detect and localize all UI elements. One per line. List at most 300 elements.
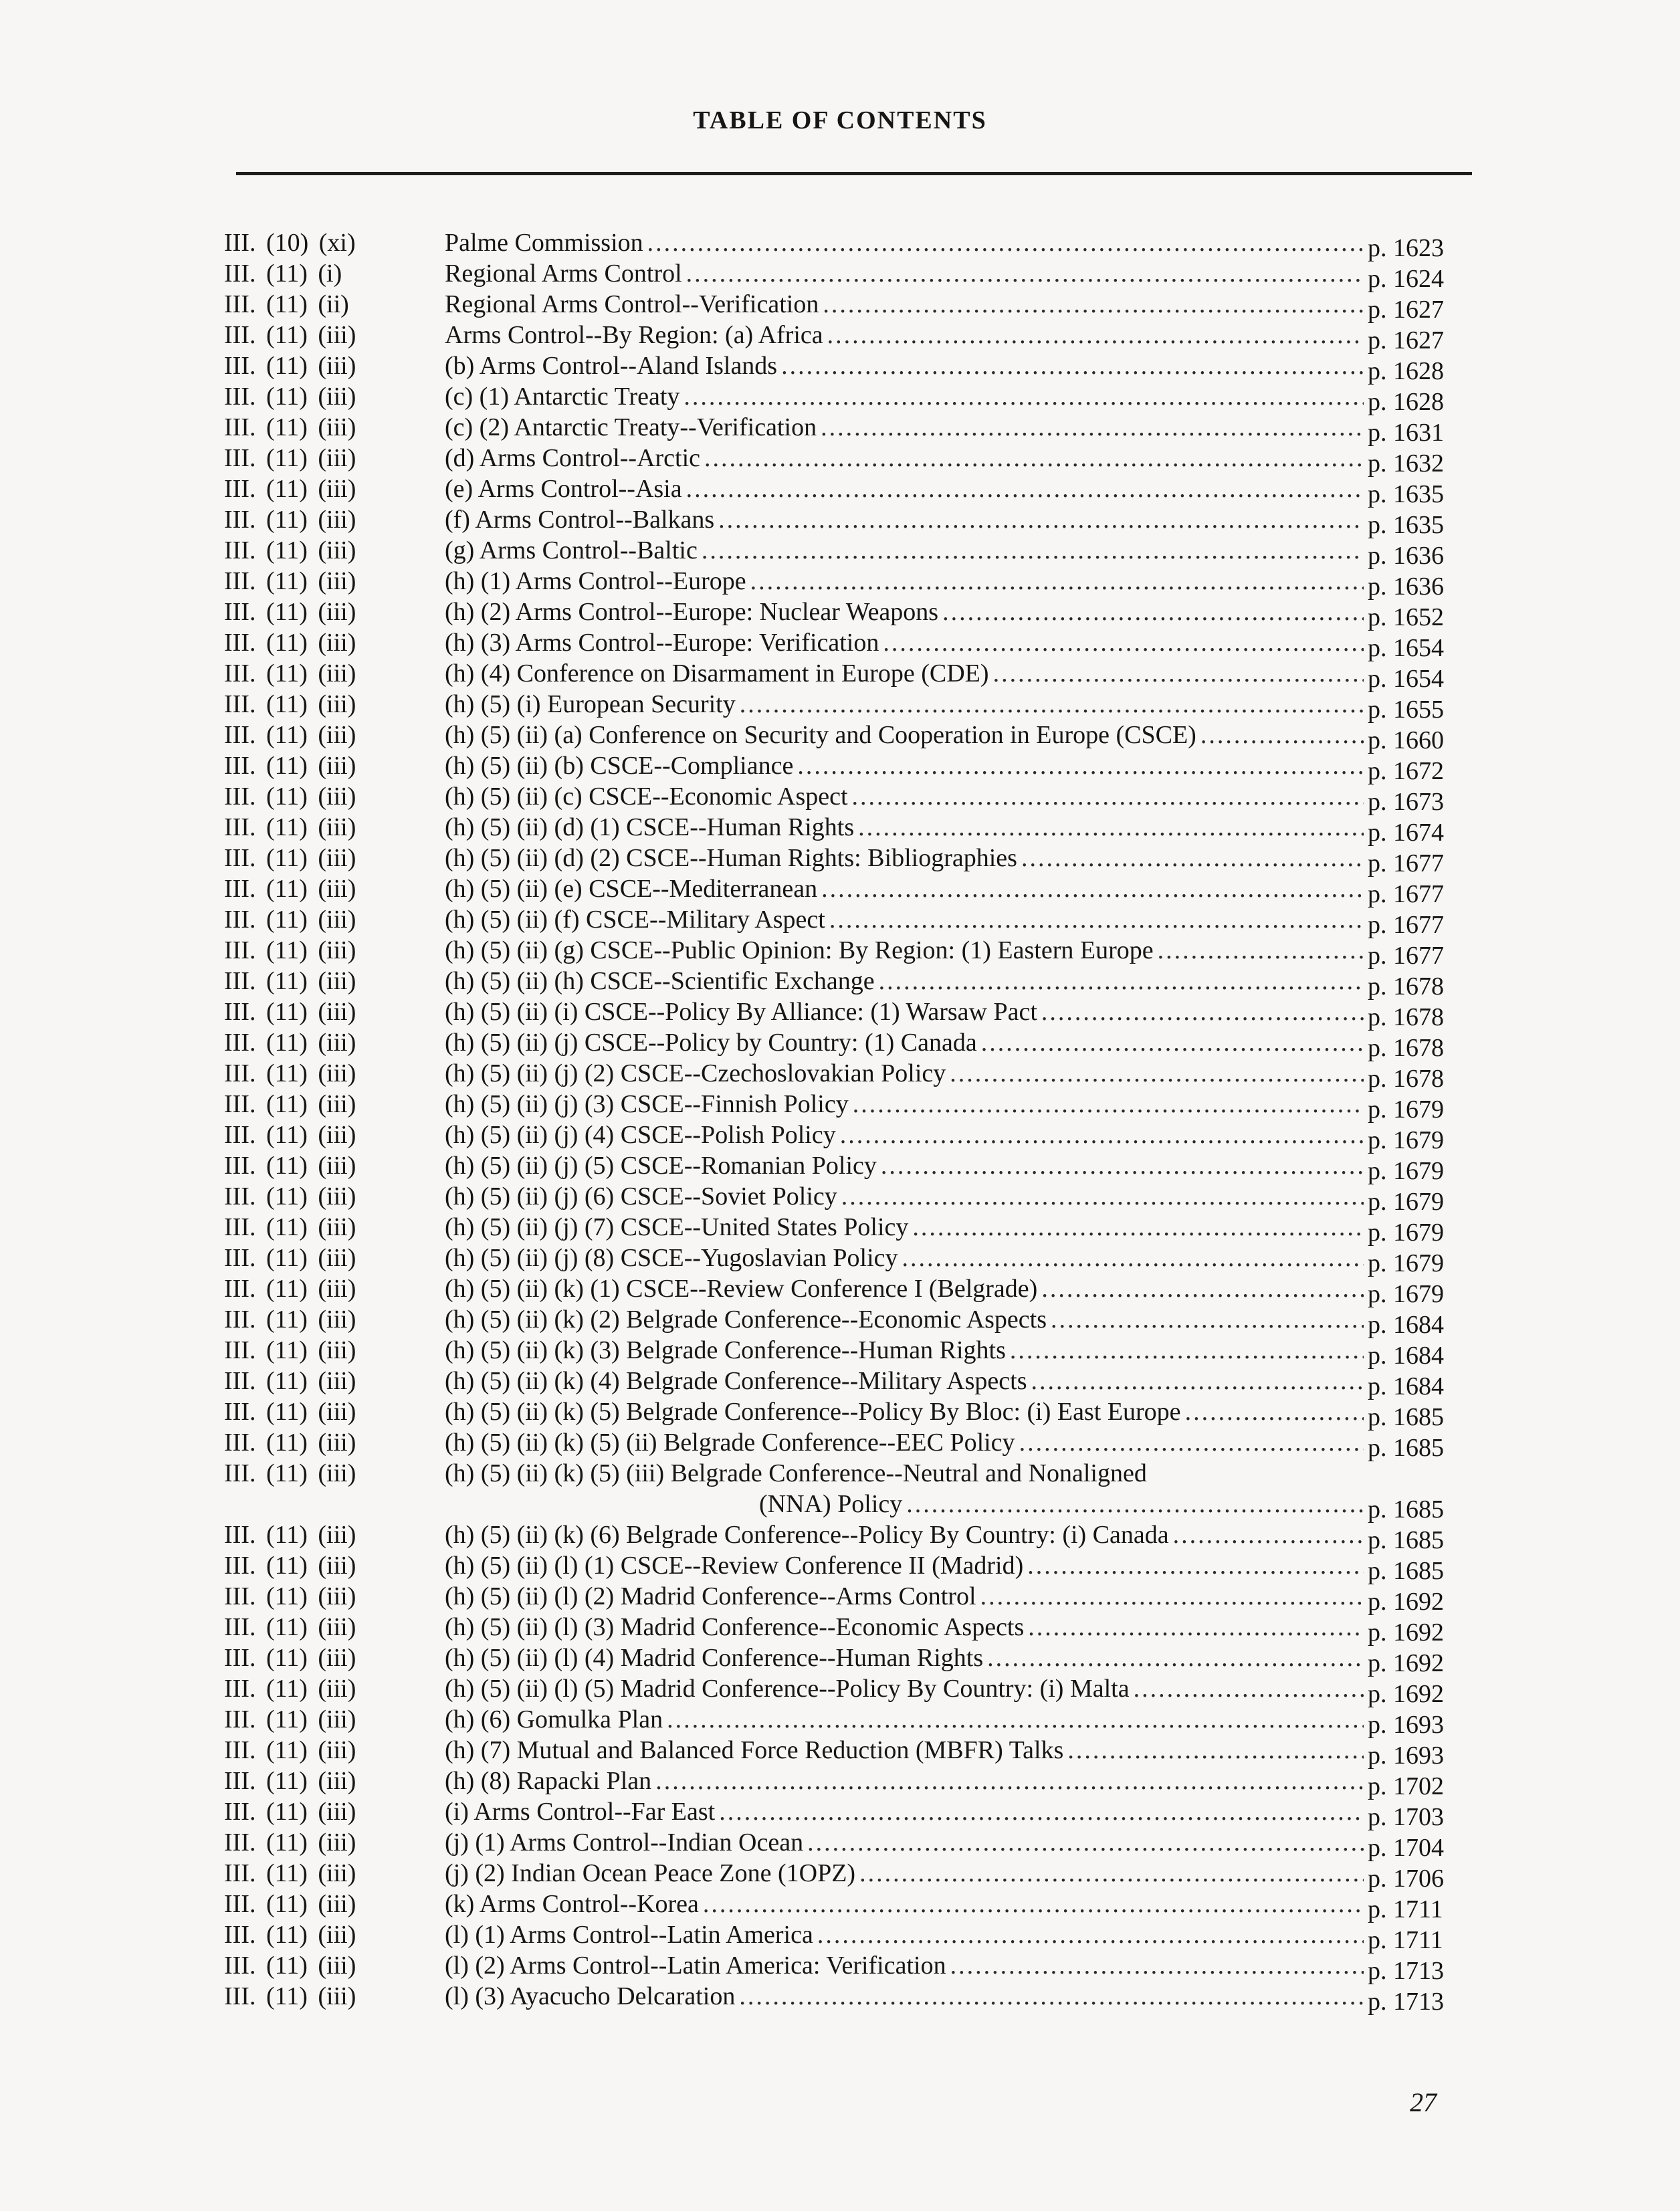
dot-leader — [1028, 1612, 1364, 1643]
toc-entry-page: p. 1685 — [1368, 1495, 1444, 1523]
toc-entry-page: p. 1679 — [1368, 1249, 1444, 1277]
dot-leader — [950, 1058, 1364, 1089]
toc-entry-title: Arms Control--By Region: (a) Africa — [445, 321, 823, 349]
toc-entry-page: p. 1711 — [1368, 1895, 1443, 1923]
toc-entry-body — [445, 750, 1453, 785]
dot-leader — [704, 443, 1364, 473]
toc-entry-page: p. 1636 — [1368, 542, 1444, 570]
toc-entry-title: (h) (5) (ii) (j) (2) CSCE--Czechoslovakian Policy — [445, 1059, 946, 1087]
toc-entry-page: p. 1684 — [1368, 1311, 1444, 1339]
toc-entry-page: p. 1703 — [1368, 1803, 1444, 1831]
toc-entry-page: p. 1692 — [1368, 1649, 1444, 1677]
toc-entry-body — [445, 504, 1453, 539]
toc-entry-page: p. 1679 — [1368, 1219, 1444, 1247]
toc-entry-title: (h) (5) (ii) (l) (4) Madrid Conference--Human Rights — [445, 1644, 984, 1672]
dot-leader — [821, 873, 1364, 904]
toc-entry-code: III. (11) (iii) — [224, 875, 356, 903]
toc-entry — [224, 1427, 1453, 1462]
toc-entry-page: p. 1628 — [1368, 357, 1444, 385]
toc-entry-body — [445, 1366, 1453, 1400]
toc-entry-page: p. 1628 — [1368, 388, 1444, 416]
toc-entry-code: III. (11) (iii) — [224, 413, 356, 441]
dot-leader — [1021, 843, 1364, 873]
toc-entry-title: (h) (5) (ii) (l) (3) Madrid Conference--Economic Aspects — [445, 1613, 1025, 1641]
toc-entry — [224, 1120, 1453, 1154]
toc-entry-code: III. (11) (iii) — [224, 1213, 356, 1241]
toc-entry — [224, 627, 1453, 662]
title-divider — [236, 172, 1472, 175]
toc-entry-body — [445, 1981, 1453, 2016]
toc-entry-title: Palme Commission — [445, 229, 643, 257]
toc-entry-body — [445, 1150, 1453, 1185]
dot-leader — [739, 1981, 1364, 2012]
toc-entry-title: (h) (5) (ii) (j) (8) CSCE--Yugoslavian Policy — [445, 1244, 898, 1272]
toc-entry-code: III. (11) (iii) — [224, 782, 356, 811]
toc-entry-code: III. (11) (iii) — [224, 1059, 356, 1087]
toc-entry-body — [445, 720, 1453, 754]
toc-entry-page: p. 1677 — [1368, 880, 1444, 908]
toc-entry-title: (h) (5) (ii) (j) (3) CSCE--Finnish Policy — [445, 1090, 849, 1118]
dot-leader — [858, 812, 1364, 843]
toc-entry — [224, 1981, 1453, 2016]
toc-entry-body — [445, 566, 1453, 601]
toc-entry-page: p. 1627 — [1368, 326, 1444, 354]
dot-leader — [817, 1919, 1364, 1950]
toc-entry-code: III. (11) (iii) — [224, 1459, 356, 1487]
toc-entry-title: (h) (5) (ii) (k) (5) (iii) Belgrade Conference--Neutral and Nonaligned — [445, 1459, 1147, 1487]
toc-entry-page: p. 1654 — [1368, 665, 1444, 693]
toc-entry-code: III. (11) (iii) — [224, 1029, 356, 1057]
toc-entry-title: (h) (5) (ii) (l) (1) CSCE--Review Conference II (Madrid) — [445, 1552, 1024, 1580]
toc-entry-body — [445, 1458, 1453, 1489]
toc-entry — [224, 1827, 1453, 1862]
toc-entry-title: (d) Arms Control--Arctic — [445, 444, 701, 472]
dot-leader — [902, 1243, 1364, 1273]
toc-entry-body — [445, 258, 1453, 293]
toc-entry-title: (h) (3) Arms Control--Europe: Verification — [445, 629, 879, 657]
toc-entry-title: (h) (5) (ii) (k) (3) Belgrade Conference--Human Rights — [445, 1336, 1006, 1364]
toc-entry-page: p. 1702 — [1368, 1772, 1444, 1800]
toc-entry-body — [445, 1735, 1453, 1770]
toc-entry — [224, 504, 1453, 539]
toc-entry-body — [445, 843, 1453, 877]
toc-entry-title: (h) (5) (ii) (j) (7) CSCE--United States Policy — [445, 1213, 909, 1241]
dot-leader — [1134, 1673, 1364, 1704]
toc-entry-body — [445, 1396, 1453, 1431]
toc-entry-page: p. 1677 — [1368, 911, 1444, 939]
toc-entry — [224, 873, 1453, 908]
toc-entry — [224, 1212, 1453, 1247]
toc-entry-page: p. 1631 — [1368, 419, 1444, 447]
toc-entry-title: (h) (5) (ii) (d) (2) CSCE--Human Rights: Bibliographies — [445, 844, 1017, 872]
toc-entry — [224, 1150, 1453, 1185]
dot-leader — [655, 1766, 1364, 1796]
toc-entry-body — [445, 1120, 1453, 1154]
toc-entry-code: III. (10) (xi) — [224, 229, 356, 257]
toc-entry-page: p. 1678 — [1368, 1065, 1444, 1093]
toc-entry-body — [445, 1796, 1453, 1831]
toc-entry-page: p. 1674 — [1368, 819, 1444, 847]
toc-entry — [224, 935, 1453, 970]
toc-entry — [224, 1643, 1453, 1677]
toc-entry-page: p. 1636 — [1368, 572, 1444, 601]
dot-leader — [703, 1889, 1364, 1919]
toc-entry — [224, 566, 1453, 601]
toc-entry-page: p. 1685 — [1368, 1526, 1444, 1554]
dot-leader — [667, 1704, 1364, 1735]
toc-entry-body — [445, 1643, 1453, 1677]
toc-entry-body — [445, 1889, 1453, 1923]
toc-entry-title: (h) (5) (ii) (a) Conference on Security and Cooperation in Europe (CSCE) — [445, 721, 1196, 749]
dot-leader — [841, 1181, 1364, 1212]
toc-entry-title: (f) Arms Control--Balkans — [445, 506, 715, 534]
toc-entry-page: p. 1627 — [1368, 296, 1444, 324]
toc-entry — [224, 996, 1453, 1031]
toc-entry-body — [445, 1704, 1453, 1739]
toc-entry-title: (h) (5) (ii) (k) (5) (ii) Belgrade Conference--EEC Policy — [445, 1429, 1015, 1457]
toc-entry-title: (h) (5) (ii) (i) CSCE--Policy By Alliance: (1) Warsaw Pact — [445, 998, 1037, 1026]
dot-leader — [1010, 1335, 1364, 1366]
toc-entry — [224, 720, 1453, 754]
dot-leader — [686, 473, 1364, 504]
toc-entry-code: III. (11) (iii) — [224, 1736, 356, 1764]
toc-entry — [224, 1919, 1453, 1954]
toc-entry — [224, 535, 1453, 570]
toc-entry-page: p. 1623 — [1368, 234, 1444, 262]
toc-entry-page: p. 1692 — [1368, 1588, 1444, 1616]
toc-entry-page: p. 1655 — [1368, 696, 1444, 724]
toc-entry-code: III. (11) (iii) — [224, 1644, 356, 1672]
toc-entry-code: III. (11) (iii) — [224, 352, 356, 380]
toc-entry-code: III. (11) (iii) — [224, 1767, 356, 1795]
toc-entry-code: III. (11) (iii) — [224, 1429, 356, 1457]
toc-entry-title: (h) (5) (ii) (g) CSCE--Public Opinion: By Region: (1) Eastern Europe — [445, 936, 1154, 964]
toc-entry-body — [445, 473, 1453, 508]
toc-entry-title: (h) (5) (ii) (k) (2) Belgrade Conference--Economic Aspects — [445, 1305, 1047, 1334]
toc-entry-title: (h) (5) (ii) (e) CSCE--Mediterranean — [445, 875, 818, 903]
toc-entry-code: III. (11) (iii) — [224, 1521, 356, 1549]
toc-entry — [224, 597, 1453, 631]
toc-entry-title: (h) (7) Mutual and Balanced Force Reduction (MBFR) Talks — [445, 1736, 1064, 1764]
toc-entry-page: p. 1685 — [1368, 1557, 1444, 1585]
toc-entry-code: III. (11) (iii) — [224, 1890, 356, 1918]
dot-leader — [702, 535, 1364, 566]
toc-entry-title: (l) (3) Ayacucho Delcaration — [445, 1982, 736, 2010]
toc-entry-body — [445, 1950, 1453, 1985]
toc-entry-body — [445, 1427, 1453, 1462]
toc-entry-code: III. (11) (iii) — [224, 1367, 356, 1395]
toc-entry-title: (h) (5) (ii) (k) (4) Belgrade Conference--Military Aspects — [445, 1367, 1027, 1395]
toc-entry-code: III. (11) (iii) — [224, 1336, 356, 1364]
toc-entry-title: (h) (5) (ii) (h) CSCE--Scientific Exchange — [445, 967, 875, 995]
toc-entry-page: p. 1679 — [1368, 1188, 1444, 1216]
toc-entry-body — [445, 1919, 1453, 1954]
toc-entry-title: (g) Arms Control--Baltic — [445, 536, 698, 564]
toc-entry-code: III. (11) (iii) — [224, 1859, 356, 1887]
toc-entry-body — [445, 289, 1453, 324]
toc-entry-body — [445, 1212, 1453, 1247]
dot-leader — [840, 1120, 1364, 1150]
toc-entry-page: p. 1635 — [1368, 480, 1444, 508]
toc-entry — [224, 320, 1453, 354]
toc-entry-continuation — [759, 1489, 1453, 1523]
dot-leader — [647, 227, 1364, 258]
toc-entry — [224, 350, 1453, 385]
toc-entry-page: p. 1713 — [1368, 1957, 1444, 1985]
toc-entry-code: III. (11) (iii) — [224, 690, 356, 718]
toc-entry-body — [445, 966, 1453, 1001]
toc-entry-page: p. 1678 — [1368, 972, 1444, 1001]
toc-entry — [224, 658, 1453, 693]
dot-leader — [1200, 720, 1364, 750]
dot-leader — [879, 966, 1364, 996]
toc-entry — [224, 1304, 1453, 1339]
dot-leader — [719, 1796, 1364, 1827]
toc-entry-page: p. 1684 — [1368, 1372, 1444, 1400]
toc-entry-title: (h) (5) (ii) (j) CSCE--Policy by Country: (1) Canada — [445, 1029, 977, 1057]
toc-entry — [224, 1243, 1453, 1277]
toc-entry-page: p. 1652 — [1368, 603, 1444, 631]
toc-entry-title: (h) (2) Arms Control--Europe: Nuclear Weapons — [445, 598, 939, 626]
toc-entry — [224, 904, 1453, 939]
toc-entry-body — [445, 873, 1453, 908]
toc-entry-code: III. (11) (iii) — [224, 1705, 356, 1733]
toc-entry — [224, 1181, 1453, 1216]
toc-entry-page: p. 1672 — [1368, 757, 1444, 785]
dot-leader — [942, 597, 1364, 627]
toc-entry — [224, 473, 1453, 508]
toc-entry-body — [445, 227, 1453, 262]
toc-entry-code: III. (11) (iii) — [224, 813, 356, 841]
dot-leader — [1031, 1366, 1364, 1396]
toc-entry — [224, 1858, 1453, 1893]
toc-entry-body — [445, 1612, 1453, 1647]
toc-entry-title: (k) Arms Control--Korea — [445, 1890, 699, 1918]
toc-entry-page: p. 1679 — [1368, 1095, 1444, 1124]
toc-entry-page: p. 1706 — [1368, 1865, 1444, 1893]
toc-entry — [224, 1796, 1453, 1831]
toc-entry-title: (h) (1) Arms Control--Europe — [445, 567, 746, 595]
dot-leader — [852, 781, 1364, 812]
toc-entry — [224, 1027, 1453, 1062]
dot-leader — [950, 1950, 1364, 1981]
page-number: 27 — [1410, 2087, 1437, 2117]
toc-entry — [224, 1519, 1453, 1554]
toc-entry-title: (e) Arms Control--Asia — [445, 475, 682, 503]
toc-entry — [224, 1396, 1453, 1431]
toc-entry — [224, 1950, 1453, 1985]
toc-entry-code: III. (11) (iii) — [224, 1952, 356, 1980]
toc-entry-page: p. 1679 — [1368, 1280, 1444, 1308]
toc-entry-code: III. (11) (i) — [224, 259, 342, 288]
toc-entry-page: p. 1713 — [1368, 1988, 1444, 2016]
toc-entry-page: p. 1679 — [1368, 1157, 1444, 1185]
toc-entry-code: III. (11) (iii) — [224, 721, 356, 749]
toc-entry-code: III. (11) (iii) — [224, 1675, 356, 1703]
toc-entry-body — [445, 781, 1453, 816]
dot-leader — [1158, 935, 1364, 966]
toc-entry-code: III. (11) (iii) — [224, 1613, 356, 1641]
dot-leader — [1173, 1519, 1364, 1550]
dot-leader — [823, 289, 1364, 320]
toc-entry-code: III. (11) (iii) — [224, 844, 356, 872]
toc-entry-title: (h) (5) (ii) (k) (1) CSCE--Review Conference I (Belgrade) — [445, 1275, 1038, 1303]
toc-entry-title: (h) (5) (ii) (l) (2) Madrid Conference--Arms Control — [445, 1582, 976, 1610]
toc-entry-body — [445, 1858, 1453, 1893]
toc-entry-code: III. (11) (iii) — [224, 967, 356, 995]
toc-entry-code: III. (11) (iii) — [224, 1090, 356, 1118]
toc-entry-code: III. (11) (iii) — [224, 1552, 356, 1580]
dot-leader — [881, 1150, 1364, 1181]
toc-entry-code: III. (11) (iii) — [224, 506, 356, 534]
toc-entry-body — [445, 1181, 1453, 1216]
toc-entry — [224, 1089, 1453, 1124]
toc-entry-body — [445, 1519, 1453, 1554]
toc-entry-code: III. (11) (iii) — [224, 1275, 356, 1303]
toc-entry-body — [445, 381, 1453, 416]
toc-entry-title: (h) (5) (ii) (j) (6) CSCE--Soviet Policy — [445, 1182, 837, 1210]
toc-entry-page: p. 1679 — [1368, 1126, 1444, 1154]
toc-entry-code: III. (11) (iii) — [224, 1152, 356, 1180]
toc-entry-body — [445, 1243, 1453, 1277]
toc-entry — [224, 1704, 1453, 1739]
toc-entry-code: III. (11) (iii) — [224, 1582, 356, 1610]
toc-entry-code: III. (11) (iii) — [224, 1828, 356, 1857]
toc-entry-title-continued: (NNA) Policy — [759, 1490, 903, 1518]
dot-leader — [740, 689, 1364, 720]
dot-leader — [827, 320, 1364, 350]
dot-leader — [1067, 1735, 1364, 1766]
toc-entry — [224, 812, 1453, 847]
toc-entry-body — [445, 996, 1453, 1031]
dot-leader — [807, 1827, 1364, 1858]
toc-entry — [224, 227, 1453, 262]
toc-entry — [224, 289, 1453, 324]
toc-entry-body — [445, 935, 1453, 970]
dot-leader — [853, 1089, 1364, 1120]
dot-leader — [686, 258, 1364, 289]
dot-leader — [1051, 1304, 1364, 1335]
toc-entry-code: III. (11) (iii) — [224, 629, 356, 657]
dot-leader — [684, 381, 1364, 412]
toc-entry-title: (l) (1) Arms Control--Latin America — [445, 1921, 813, 1949]
toc-entry-page: p. 1711 — [1368, 1926, 1443, 1954]
toc-entry-title: (b) Arms Control--Aland Islands — [445, 352, 778, 380]
toc-entry-code: III. (11) (iii) — [224, 1244, 356, 1272]
toc-entry-page: p. 1693 — [1368, 1711, 1444, 1739]
toc-entry — [224, 1735, 1453, 1770]
toc-entry — [224, 1550, 1453, 1585]
toc-entry-title: (j) (1) Arms Control--Indian Ocean — [445, 1828, 804, 1857]
dot-leader — [718, 504, 1364, 535]
toc-entry-title: (h) (8) Rapacki Plan — [445, 1767, 652, 1795]
toc-entry-body — [445, 443, 1453, 478]
toc-entry-title: (j) (2) Indian Ocean Peace Zone (1OPZ) — [445, 1859, 856, 1887]
dot-leader — [829, 904, 1364, 935]
dot-leader — [1041, 996, 1364, 1027]
toc-entry-title: (h) (5) (i) European Security — [445, 690, 736, 718]
dot-leader — [750, 566, 1364, 597]
toc-entry — [224, 412, 1453, 447]
toc-entry-body — [445, 1058, 1453, 1093]
toc-entry-title: Regional Arms Control--Verification — [445, 290, 819, 318]
toc-entry-page: p. 1692 — [1368, 1680, 1444, 1708]
toc-entry — [224, 1889, 1453, 1923]
toc-entry-page: p. 1704 — [1368, 1834, 1444, 1862]
toc-entry-page: p. 1673 — [1368, 788, 1444, 816]
dot-leader — [981, 1027, 1364, 1058]
toc-entry — [224, 1335, 1453, 1370]
toc-entry-body — [445, 597, 1453, 631]
toc-entry — [224, 1673, 1453, 1708]
toc-entry-code: III. (11) (iii) — [224, 444, 356, 472]
toc-entry-title: (h) (6) Gomulka Plan — [445, 1705, 663, 1733]
dot-leader — [883, 627, 1364, 658]
dot-leader — [1185, 1396, 1364, 1427]
toc-entry-body — [445, 1550, 1453, 1585]
toc-entry-body — [445, 412, 1453, 447]
page-title: TABLE OF CONTENTS — [693, 106, 987, 134]
toc-entry-title: (c) (1) Antarctic Treaty — [445, 383, 680, 411]
toc-entry-body — [445, 1335, 1453, 1370]
toc-entry-page: p. 1693 — [1368, 1742, 1444, 1770]
toc-entry-body — [445, 320, 1453, 354]
toc-entry-page: p. 1654 — [1368, 634, 1444, 662]
dot-leader — [906, 1489, 1364, 1519]
toc-entry — [224, 750, 1453, 785]
toc-entry-body — [445, 812, 1453, 847]
toc-entry — [224, 781, 1453, 816]
toc-entry-title: Regional Arms Control — [445, 259, 682, 288]
toc-entry — [224, 1273, 1453, 1308]
toc-list — [224, 227, 1453, 2053]
toc-entry-code: III. (11) (iii) — [224, 598, 356, 626]
toc-entry-body — [445, 658, 1453, 693]
toc-entry-page: p. 1632 — [1368, 449, 1444, 478]
toc-entry-body — [445, 1766, 1453, 1800]
toc-entry-title: (h) (5) (ii) (j) (5) CSCE--Romanian Policy — [445, 1152, 877, 1180]
toc-entry-body — [445, 1089, 1453, 1124]
toc-entry-code: III. (11) (iii) — [224, 475, 356, 503]
toc-entry-page: p. 1685 — [1368, 1434, 1444, 1462]
dot-leader — [987, 1643, 1364, 1673]
toc-entry-code: III. (11) (iii) — [224, 1305, 356, 1334]
toc-entry-body — [445, 1273, 1453, 1308]
dot-leader — [821, 412, 1364, 443]
toc-entry-body — [445, 1827, 1453, 1862]
toc-entry-title: (h) (5) (ii) (b) CSCE--Compliance — [445, 752, 794, 780]
toc-entry-code: III. (11) (iii) — [224, 659, 356, 688]
toc-entry-code: III. (11) (iii) — [224, 998, 356, 1026]
toc-entry-title: (h) (5) (ii) (c) CSCE--Economic Aspect — [445, 782, 848, 811]
toc-entry-page: p. 1677 — [1368, 942, 1444, 970]
toc-entry — [224, 258, 1453, 293]
toc-entry — [224, 1366, 1453, 1400]
toc-entry-body — [445, 1304, 1453, 1339]
dot-leader — [980, 1581, 1364, 1612]
toc-entry-code: III. (11) (iii) — [224, 906, 356, 934]
toc-entry — [224, 689, 1453, 724]
toc-entry-title: (h) (5) (ii) (f) CSCE--Military Aspect — [445, 906, 825, 934]
dot-leader — [1041, 1273, 1364, 1304]
toc-entry-body — [445, 1581, 1453, 1616]
toc-entry-code: III. (11) (iii) — [224, 936, 356, 964]
toc-entry-page: p. 1677 — [1368, 849, 1444, 877]
toc-entry-code: III. (11) (iii) — [224, 567, 356, 595]
toc-entry-code: III. (11) (iii) — [224, 321, 356, 349]
toc-entry-code: III. (11) (ii) — [224, 290, 349, 318]
toc-entry-code: III. (11) (iii) — [224, 1798, 356, 1826]
